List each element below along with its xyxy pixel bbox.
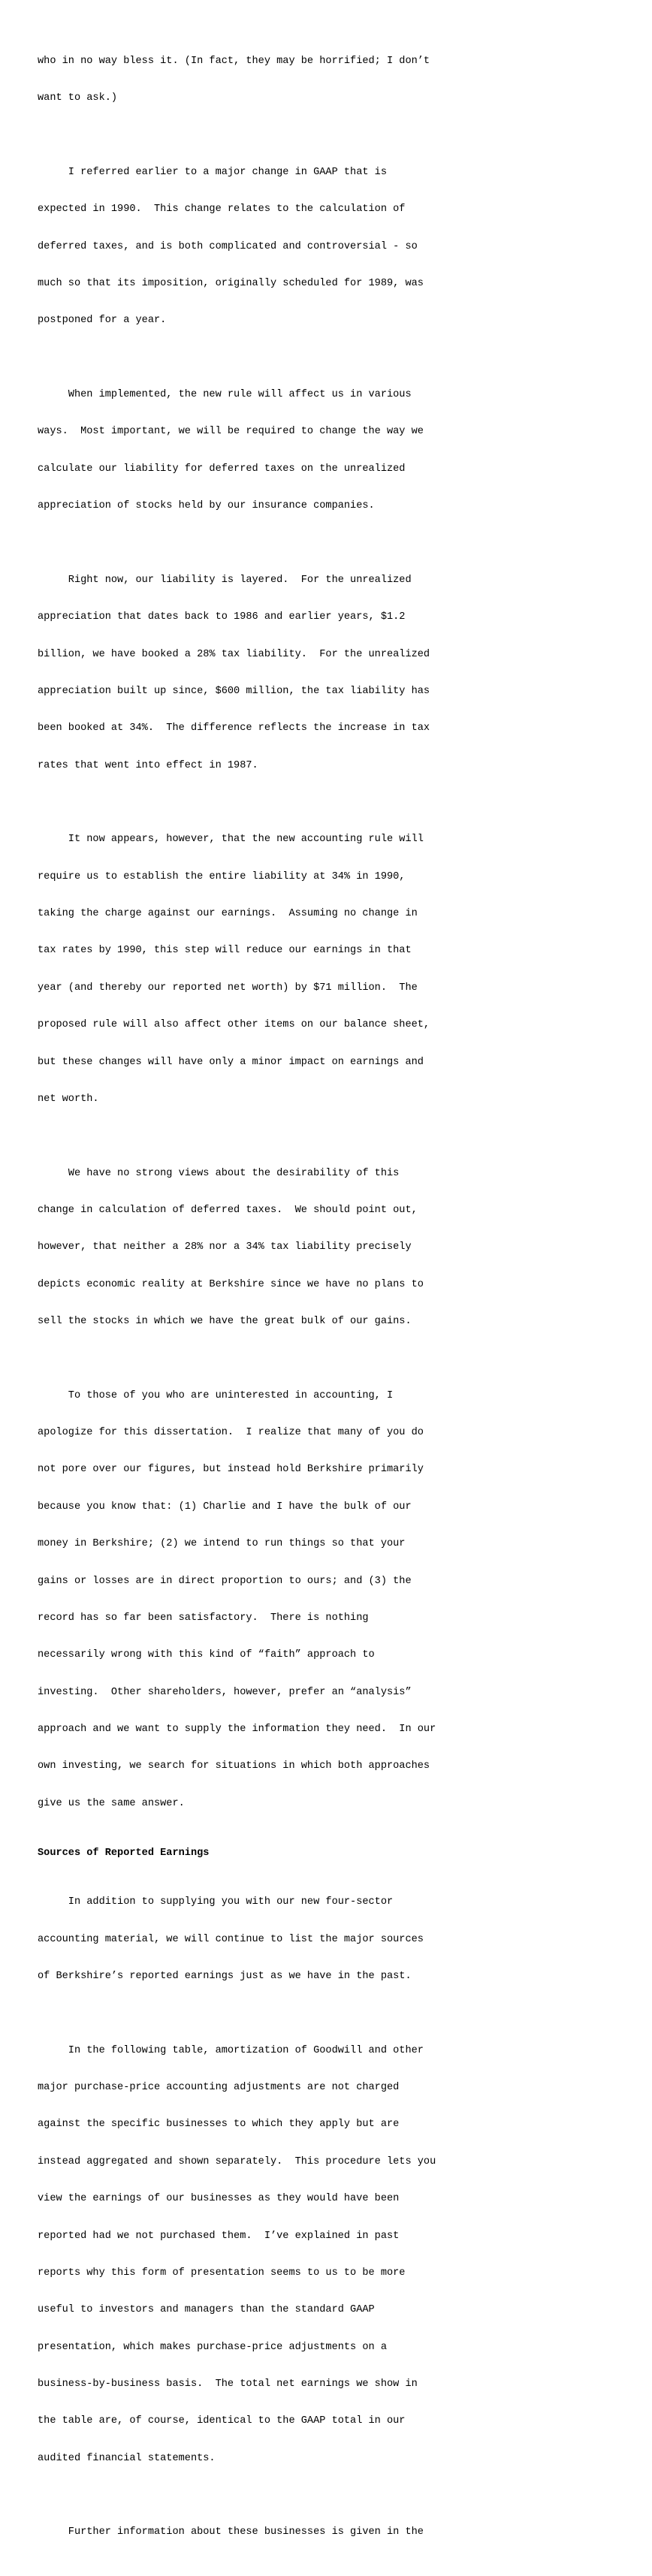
paragraph xyxy=(38,142,638,352)
text-line: major purchase-price accounting adjustments are not charged xyxy=(38,2082,400,2094)
text-line: It now appears, however, that the new accounting rule will xyxy=(38,834,424,846)
text-line: approach and we want to supply the information they need. In our xyxy=(38,1723,436,1735)
text-line: To those of you who are uninterested in accounting, I xyxy=(38,1389,394,1401)
text-line: I referred earlier to a major change in GAAP that is xyxy=(38,166,387,178)
text-line: because you know that: (1) Charlie and I have the bulk of our xyxy=(38,1501,412,1513)
text-line: proposed rule will also affect other items on our balance sheet, xyxy=(38,1019,430,1031)
text-line: against the specific businesses to which they apply but are xyxy=(38,2119,400,2131)
text-line: tax rates by 1990, this step will reduce our earnings in that xyxy=(38,945,412,957)
text-line: net worth. xyxy=(38,1093,99,1105)
text-line: gains or losses are in direct proportion to ours; and (3) the xyxy=(38,1575,412,1587)
text-line: appreciation built up since, $600 million, the tax liability has xyxy=(38,685,430,697)
text-line: reports why this form of presentation seems to us to be more xyxy=(38,2267,406,2279)
text-line: necessarily wrong with this kind of “faith” approach to xyxy=(38,1649,375,1661)
text-line: depicts economic reality at Berkshire since we have no plans to xyxy=(38,1278,424,1290)
text-line: not pore over our figures, but instead hold Berkshire primarily xyxy=(38,1464,424,1476)
text-line: reported had we not purchased them. I’ve explained in past xyxy=(38,2230,400,2242)
paragraph xyxy=(38,2020,638,2490)
text-line: want to ask.) xyxy=(38,92,118,104)
text-line: deferred taxes, and is both complicated and controversial - so xyxy=(38,240,418,252)
text-line: of Berkshire’s reported earnings just as we have in the past. xyxy=(38,1971,412,1983)
text-line: Further information about these businesses is given in the xyxy=(38,2526,424,2538)
text-line: When implemented, the new rule will affect us in various xyxy=(38,389,412,401)
paragraph xyxy=(38,31,638,130)
text-line: calculate our liability for deferred taxes on the unrealized xyxy=(38,463,406,475)
text-line: instead aggregated and shown separately. This procedure lets you xyxy=(38,2155,436,2167)
text-line: rates that went into effect in 1987. xyxy=(38,759,258,771)
text-line: We have no strong views about the desirability of this xyxy=(38,1167,400,1179)
text-line: useful to investors and managers than the standard GAAP xyxy=(38,2304,375,2316)
text-line: presentation, which makes purchase-price adjustments on a xyxy=(38,2341,387,2353)
text-line: appreciation that dates back to 1986 and earlier years, $1.2 xyxy=(38,611,406,623)
text-line: appreciation of stocks held by our insurance companies. xyxy=(38,500,375,512)
text-line: In addition to supplying you with our new four-sector xyxy=(38,1896,394,1908)
text-line: Right now, our liability is layered. For the unrealized xyxy=(38,574,412,586)
text-line: own investing, we search for situations in which both approaches xyxy=(38,1760,430,1772)
text-line: the table are, of course, identical to the GAAP total in our xyxy=(38,2415,406,2427)
paragraph xyxy=(38,809,638,1130)
text-line: ways. Most important, we will be required to change the way we xyxy=(38,426,424,438)
text-line: year (and thereby our reported net worth) by $71 million. The xyxy=(38,982,418,994)
paragraph xyxy=(38,364,638,537)
paragraph xyxy=(38,1872,638,2007)
text-line: much so that its imposition, originally scheduled for 1989, was xyxy=(38,278,424,290)
text-line: apologize for this dissertation. I realize that many of you do xyxy=(38,1427,424,1439)
section-heading: Sources of Reported Earnings xyxy=(38,1847,210,1859)
paragraph xyxy=(38,1365,638,1835)
text-line: postponed for a year. xyxy=(38,315,167,327)
text-line: billion, we have booked a 28% tax liability. For the unrealized xyxy=(38,648,430,660)
text-line: however, that neither a 28% nor a 34% tax liability precisely xyxy=(38,1241,412,1253)
text-line: give us the same answer. xyxy=(38,1797,185,1809)
text-line: been booked at 34%. The difference reflects the increase in tax xyxy=(38,722,430,734)
document-page xyxy=(38,31,638,2576)
text-line: investing. Other shareholders, however, prefer an “analysis” xyxy=(38,1686,412,1698)
text-line: money in Berkshire; (2) we intend to run things so that your xyxy=(38,1538,406,1550)
text-line: business-by-business basis. The total net earnings we show in xyxy=(38,2378,418,2390)
text-line: require us to establish the entire liability at 34% in 1990, xyxy=(38,870,406,882)
text-line: change in calculation of deferred taxes. We should point out, xyxy=(38,1204,418,1216)
paragraph xyxy=(38,2502,638,2563)
text-line: sell the stocks in which we have the great bulk of our gains. xyxy=(38,1316,412,1328)
paragraph xyxy=(38,550,638,797)
text-line: record has so far been satisfactory. There is nothing xyxy=(38,1612,369,1624)
text-line: who in no way bless it. (In fact, they may be horrified; I don’t xyxy=(38,55,430,67)
text-line: expected in 1990. This change relates to the calculation of xyxy=(38,204,406,216)
text-line: taking the charge against our earnings. Assuming no change in xyxy=(38,908,418,920)
text-line: audited financial statements. xyxy=(38,2452,216,2464)
paragraph xyxy=(38,1143,638,1353)
text-line: accounting material, we will continue to list the major sources xyxy=(38,1933,424,1945)
text-line: view the earnings of our businesses as they would have been xyxy=(38,2193,400,2205)
text-line: In the following table, amortization of Goodwill and other xyxy=(38,2044,424,2056)
text-line: but these changes will have only a minor impact on earnings and xyxy=(38,1056,424,1068)
